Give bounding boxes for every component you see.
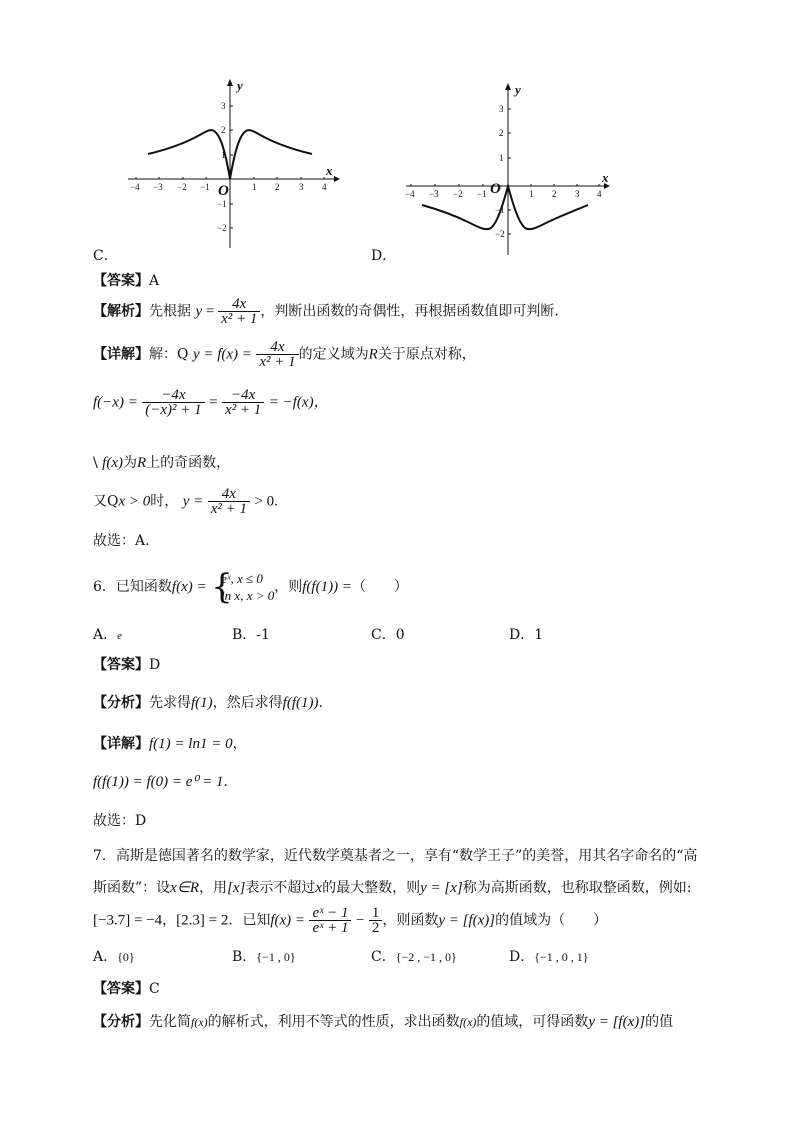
q5-conclusion: \ f(x)为R上的奇函数， (93, 455, 231, 471)
q6-option-c: C．0 (371, 627, 405, 643)
y-axis-label: y (237, 78, 243, 93)
q6-detail-2: f(f(1)) = f(0) = e⁰ = 1. (93, 774, 228, 790)
q5-oddness-equation: f(−x) = $\frac{-4x}{\text{(−x)² + 1}}$ = $\frac{-4x}{\text{x² + 1}}$ = −f(x)， (93, 387, 329, 418)
fraction: $\frac{\text{eˣ − 1}}{\text{eˣ + 1}}$ (309, 906, 351, 935)
x-tick: 3 (299, 182, 304, 192)
x-tick: 4 (322, 182, 327, 192)
q7-option-b: B．{−1 , 0} (232, 949, 296, 965)
q6-option-b: B．-1 (232, 627, 270, 643)
piecewise-cases: { eˣ, x ≤ 0 ln x, x > 0 (211, 567, 275, 607)
x-tick: 3 (575, 189, 580, 199)
x-tick: −2 (453, 189, 463, 199)
x-tick: −1 (477, 189, 487, 199)
x-tick: −4 (405, 189, 415, 199)
x-tick: −1 (200, 182, 210, 192)
x-axis-label: x (602, 170, 609, 185)
fraction: $\frac{4x}{\text{x² + 1}}$ (218, 297, 260, 326)
q6-answer: 【答案】D (93, 657, 161, 673)
x-tick: 4 (597, 189, 602, 199)
function-curve (422, 186, 588, 229)
q5-answer: 【答案】A (93, 273, 160, 289)
x-tick: 1 (252, 182, 257, 192)
x-tick: −3 (153, 182, 163, 192)
q7-analysis: 【分析】先化简f(x)的解析式，利用不等式的性质，求出函数f(x)的值域，可得函数y = [f(x)]的值 (93, 1014, 674, 1030)
q7-option-c: C．{−2 , −1 , 0} (371, 949, 457, 965)
q6-analysis: 【分析】先求得f(1)，然后求得f(f(1)). (93, 695, 323, 711)
q7-answer: 【答案】C (93, 981, 160, 997)
q6-stem: 6．已知函数f(x) = { eˣ, x ≤ 0 ln x, x > 0 ，则f(f(1)) =（ ） (93, 567, 408, 607)
y-tick: 3 (221, 101, 226, 111)
x-tick: −4 (130, 182, 140, 192)
y-tick: 2 (221, 125, 226, 135)
q7-option-a: A．{0} (93, 949, 135, 965)
y-tick: −2 (217, 223, 227, 233)
q6-detail: 【详解】f(1) = ln1 = 0， (93, 736, 247, 752)
x-tick: 2 (552, 189, 557, 199)
y-tick: 3 (499, 104, 504, 114)
x-tick: 1 (529, 189, 534, 199)
q6-choose: 故选：D (93, 813, 147, 829)
q6-option-d: D．1 (509, 627, 544, 643)
x-tick: 2 (275, 182, 280, 192)
y-tick: 2 (499, 128, 504, 138)
fraction: $\frac{1}{2}$ (369, 906, 383, 935)
q6-option-a: A．e (93, 627, 123, 643)
y-tick: 1 (221, 150, 226, 160)
q7-stem-line-1: 7．高斯是德国著名的数学家，近代数学奠基者之一，享有“数学王子”的美誉，用其名字命名的“高 (93, 848, 698, 864)
y-tick: −1 (495, 205, 505, 215)
x-tick: −3 (429, 189, 439, 199)
q5-positive: 又Qx > 0时， y = $\frac{4x}{\text{x² + 1}}$ > 0. (93, 486, 278, 517)
q5-analysis: 【解析】先根据 y = $\frac{4x}{\text{x² + 1}}$ ，判断出函数的奇偶性，再根据函数值即可判断. (93, 296, 559, 327)
y-axis-label: y (515, 82, 521, 97)
option-c-label: C． (93, 248, 118, 264)
origin-label: O (490, 181, 501, 197)
graph-d (398, 80, 628, 255)
fraction: $\frac{4x}{\text{x² + 1}}$ (208, 487, 250, 516)
y-tick: −1 (217, 199, 227, 209)
fraction: $\frac{4x}{\text{x² + 1}}$ (256, 340, 298, 369)
q7-stem-line-3: [−3.7] = −4，[2.3] = 2．已知f(x) = $\frac{\text{eˣ − 1}}{\text{eˣ + 1}}$ − $\frac{1}{2}$ ，则函数y = [f(x)]的值域为（ ） (93, 905, 608, 936)
q7-stem-line-2: 斯函数”：设x∈R，用[x]表示不超过x的最大整数，则y = [x]称为高斯函数，也称取整函数，例如: (93, 880, 692, 896)
q5-choose: 故选：A. (93, 533, 150, 549)
x-axis-label: x (326, 163, 333, 178)
q7-option-d: D．{−1 , 0 , 1} (509, 949, 589, 965)
fraction: $\frac{-4x}{\text{(−x)² + 1}}$ (142, 388, 204, 417)
y-tick: 1 (499, 153, 504, 163)
fraction: $\frac{-4x}{\text{x² + 1}}$ (222, 388, 264, 417)
y-tick: −2 (495, 229, 505, 239)
q5-detail: 【详解】解：Q y = f(x) = $\frac{4x}{\text{x² + 1}}$ 的定义域为R关于原点对称， (93, 339, 476, 370)
origin-label: O (218, 183, 229, 199)
option-d-label: D． (371, 248, 397, 264)
graph-c (120, 78, 350, 253)
x-tick: −2 (177, 182, 187, 192)
